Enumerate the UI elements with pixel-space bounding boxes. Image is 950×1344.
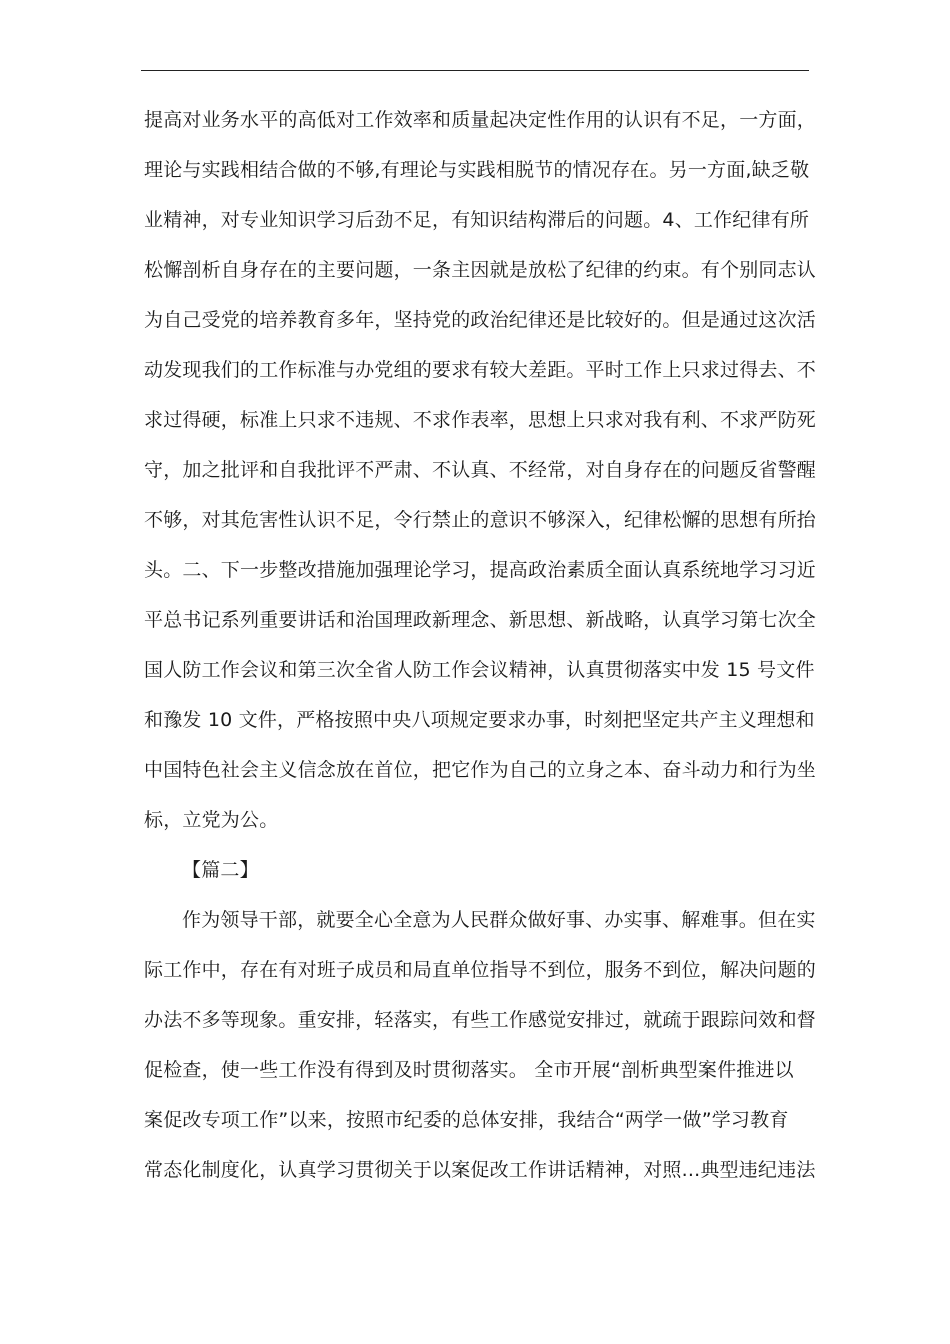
paragraph-line: 案促改专项工作”以来，按照市纪委的总体安排，我结合“两学一做”学习教育 (144, 1109, 789, 1131)
paragraph-line: 国人防工作会议和第三次全省人防工作会议精神，认真贯彻落实中发 15 号文件 (144, 659, 815, 681)
paragraph-line: 和豫发 10 文件，严格按照中央八项规定要求办事，时刻把坚定共产主义理想和 (144, 709, 815, 731)
paragraph-line: 业精神，对专业知识学习后劲不足，有知识结构滞后的问题。4、工作纪律有所 (144, 209, 810, 231)
section-heading: 【篇二】 (182, 859, 259, 881)
paragraph-line: 为自己受党的培养教育多年，坚持党的政治纪律还是比较好的。但是通过这次活 (144, 309, 816, 331)
document-body (144, 95, 816, 1195)
paragraph-line: 不够，对其危害性认识不足，令行禁止的意识不够深入，纪律松懈的思想有所抬 (144, 509, 816, 531)
paragraph-line: 标，立党为公。 (144, 809, 279, 831)
paragraph-line: 促检查，使一些工作没有得到及时贯彻落实。 全市开展“剖析典型案件推进以 (144, 1059, 794, 1081)
paragraph-line: 求过得硬，标准上只求不违规、不求作表率，思想上只求对我有利、不求严防死 (144, 409, 816, 431)
paragraph-line: 常态化制度化，认真学习贯彻关于以案促改工作讲话精神，对照...典型违纪违法 (144, 1159, 816, 1181)
paragraph-line: 守，加之批评和自我批评不严肃、不认真、不经常，对自身存在的问题反省警醒 (144, 459, 816, 481)
paragraph-line: 理论与实践相结合做的不够,有理论与实践相脱节的情况存在。另一方面,缺乏敬 (144, 159, 810, 181)
paragraph-line: 松懈剖析自身存在的主要问题，一条主因就是放松了纪律的约束。有个别同志认 (144, 259, 816, 281)
paragraph-line: 作为领导干部，就要全心全意为人民群众做好事、办实事、解难事。但在实 (182, 909, 816, 931)
paragraph-line: 际工作中，存在有对班子成员和局直单位指导不到位，服务不到位，解决问题的 (144, 959, 816, 981)
paragraph-line: 头。二、下一步整改措施加强理论学习，提高政治素质全面认真系统地学习习近 (144, 559, 816, 581)
paragraph-line: 中国特色社会主义信念放在首位，把它作为自己的立身之本、奋斗动力和行为坐 (144, 759, 816, 781)
paragraph-line: 提高对业务水平的高低对工作效率和质量起决定性作用的认识有不足，一方面， (144, 109, 816, 131)
paragraph-line: 动发现我们的工作标准与办党组的要求有较大差距。平时工作上只求过得去、不 (144, 359, 816, 381)
paragraph-line: 办法不多等现象。重安排，轻落实，有些工作感觉安排过，就疏于跟踪问效和督 (144, 1009, 816, 1031)
header-divider (141, 70, 809, 71)
paragraph-line: 平总书记系列重要讲话和治国理政新理念、新思想、新战略，认真学习第七次全 (144, 609, 816, 631)
